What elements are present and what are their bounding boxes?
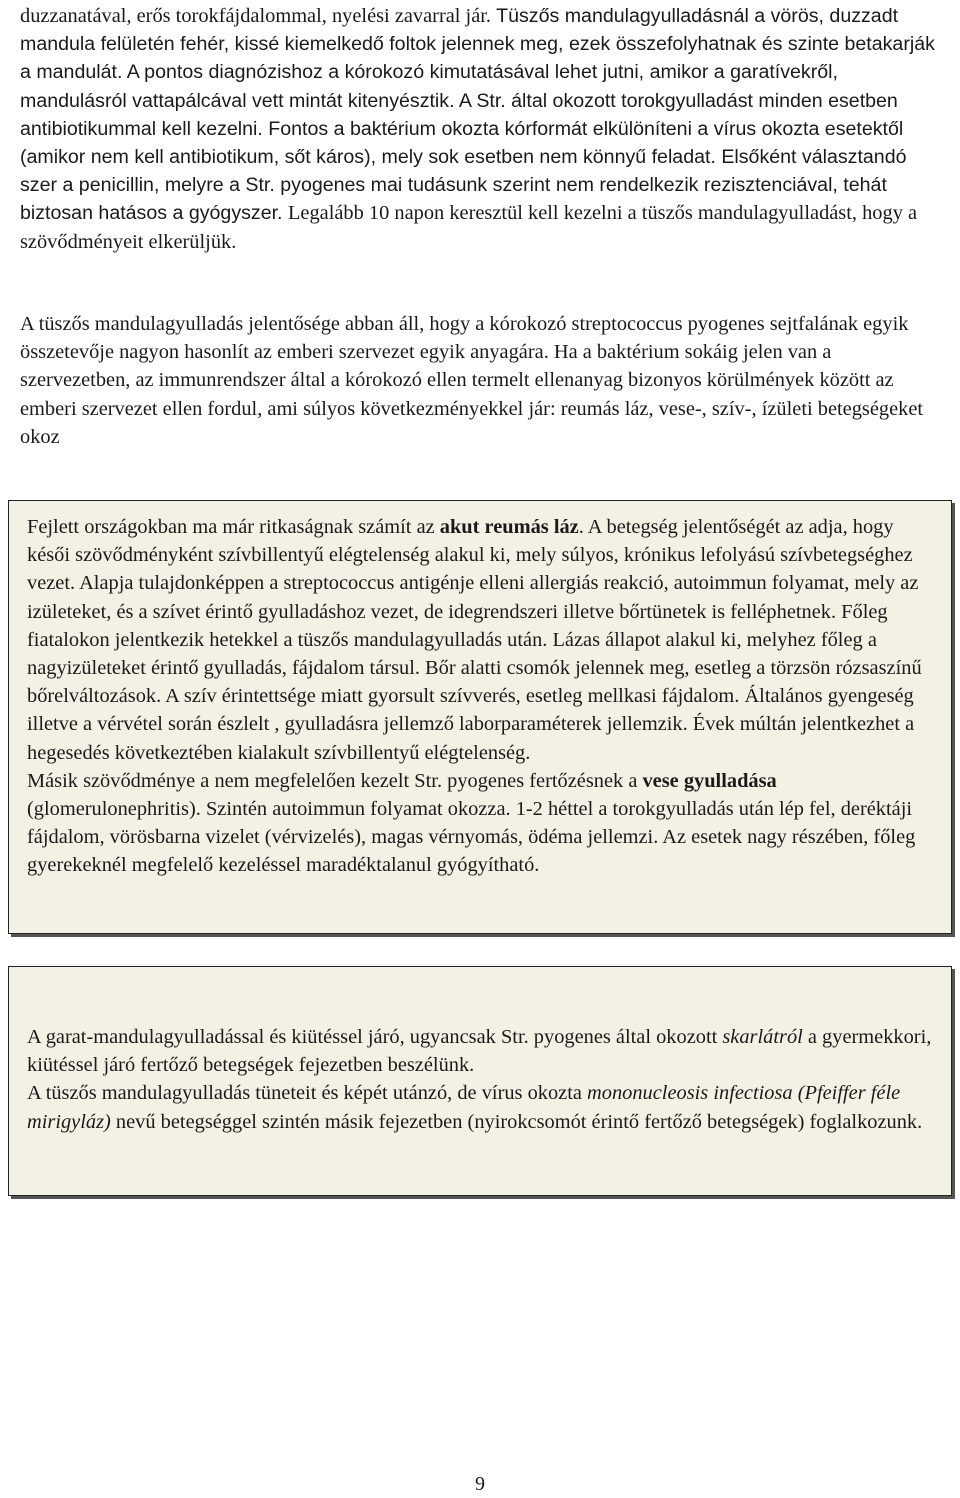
text-segment: A garat-mandulagyulladással és kiütéssel járó, ugyancsak Str. pyogenes által okozott — [27, 1026, 723, 1048]
paragraph-significance — [20, 310, 944, 451]
paragraph-segment-sans: Tüszős mandulagyulladásnál a vörös, duzzadt mandula felületén fehér, kissé kiemelkedő foltok jelennek meg, ezek összefolyhatnak és szinte betakarják a mandulát. A pontos diagnózishoz a kórokozó kimutatásával lehet jutni, amikor a garatívekről, mandulásról vattapálcával vett mintát kitenyésztik. A Str. által okozott torokgyulladást minden esetben antibiotikummal kell kezelni. Fontos a baktérium okozta kórformát elkülöníteni a vírus okozta esetektől (amikor nem kell antibiotikum, sőt káros), mely sok esetben nem könnyű feladat. Elsőként választandó szer a penicillin, melyre a Str. pyogenes mai tudásunk szerint nem rendelkezik rezisztenciával, tehát biztosan hatásos a gyógyszer. — [20, 5, 935, 225]
paragraph-tonsillitis-diagnosis — [20, 2, 944, 256]
text-segment: nevű betegséggel szintén másik fejezetben (nyirokcsomót érintő fertőző betegségek) foglalkozunk. — [110, 1110, 923, 1133]
scarlet-fever-paragraph — [27, 1023, 941, 1079]
mononucleosis-paragraph — [27, 1079, 941, 1135]
italic-term: skarlátról — [722, 1026, 803, 1048]
info-box-scarlet-fever — [8, 966, 952, 1196]
bold-term: vese gyulladása — [642, 769, 777, 792]
info-box-content — [27, 1023, 941, 1136]
text-segment: a gyermekkori, kiütéssel járó fertőző betegségek fejezetben beszélünk. — [27, 1026, 932, 1077]
page-number: 9 — [475, 1473, 485, 1495]
text-segment: Fejlett országokban ma már ritkaságnak számít az — [27, 516, 440, 538]
kidney-inflammation-paragraph — [27, 767, 941, 880]
text-segment: A tüszős mandulagyulladás tüneteit és képét utánzó, de vírus okozta — [27, 1082, 588, 1105]
paragraph-text: A tüszős mandulagyulladás jelentősége abban áll, hogy a kórokozó streptococcus pyogenes sejtfalának egyik összetevője nagyon hasonlít az emberi szervezet egyik anyagára. Ha a baktérium sokáig jelen van a szervezetben, az immunrendszer által a kórokozó ellen termelt ellenanyag bizonyos körülmények között az emberi szervezet ellen fordul, ami súlyos következményekkel jár: reumás láz, vese-, szív-, ízületi betegségeket okoz — [20, 313, 924, 448]
text-segment: Másik szövődménye a nem megfelelően kezelt Str. pyogenes fertőzésnek a — [27, 769, 643, 792]
paragraph-segment: duzzanatával, erős torokfájdalommal, nyelési zavarral jár. — [20, 5, 497, 27]
info-box-content — [27, 513, 941, 880]
bold-term: akut reumás láz — [439, 516, 579, 538]
paragraph-segment: Legalább 10 napon keresztül kell kezelni a tüszős mandulagyulladást, hogy a szövődményeit elkerüljük. — [20, 202, 918, 253]
text-segment: (glomerulonephritis). Szintén autoimmun folyamat okozza. 1-2 héttel a torokgyulladás után lép fel, deréktáji fájdalom, vörösbarna vizelet (vérvizelés), magas vérnyomás, ödéma jellemzi. Az esetek nagy részében, főleg gyerekeknél megfelelő kezeléssel maradéktalanul gyógyítható. — [27, 798, 916, 877]
rheumatic-fever-paragraph — [27, 513, 941, 767]
italic-term: mononucleosis infectiosa (Pfeiffer féle mirigyláz) — [27, 1082, 901, 1133]
text-segment: . A betegség jelentőségét az adja, hogy késői szövődményként szívbillentyű elégtelenség alakul ki, mely súlyos, krónikus lefolyású szívbetegséghez vezet. Alapja tulajdonképpen a streptococcus antigénje elleni allergiás reakció, autoimmun folyamat, mely az izületeket, és a szívet érintő gyulladáshoz vezet, de idegrendszeri illetve bőrtünetek is felléphetnek. Főleg fiatalokon jelentkezik hetekkel a tüszős mandulagyulladás után. Lázas állapot alakul ki, melyhez főleg a nagyizületeket érintő gyulladás, fájdalom társul. Bőr alatti csomók jelennek meg, esetleg a törzsön rózsaszínű bőrelváltozások. A szív érintettsége miatt gyorsult szívverés, esetleg mellkasi fájdalom. Általános gyengeség illetve a vérvétel során észlelt , gyulladásra jellemző laborparaméterek jellemzik. Évek múltán jelentkezhet a hegesedés következtében kialakult szívbillentyű elégtelenség. — [27, 516, 922, 764]
info-box-rheumatic-fever — [8, 500, 952, 934]
